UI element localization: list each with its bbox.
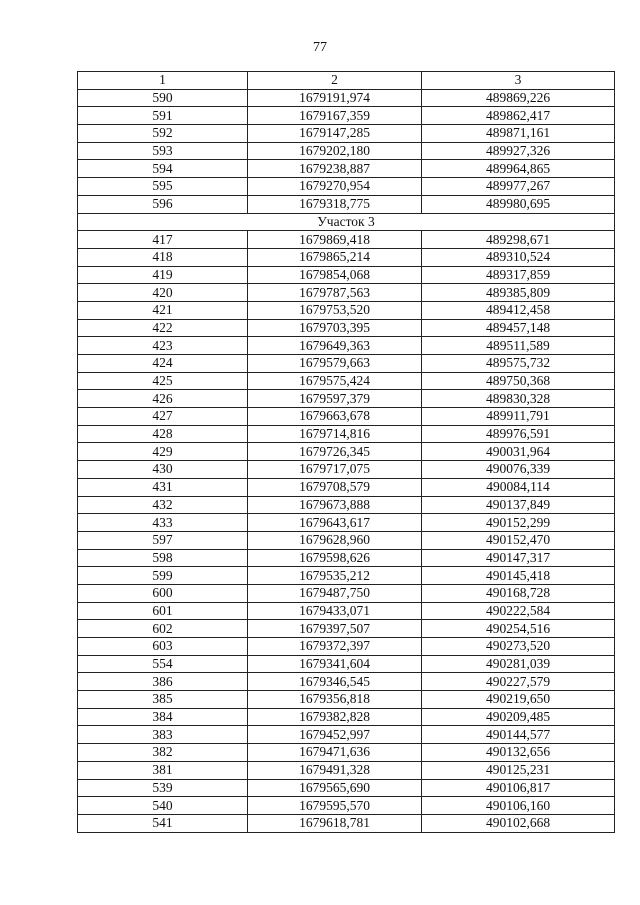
cell-point-number: 381 bbox=[78, 761, 248, 779]
table-row bbox=[78, 638, 615, 656]
cell-point-number: 602 bbox=[78, 620, 248, 638]
cell-x-coordinate: 1679238,887 bbox=[248, 160, 422, 178]
table-row bbox=[78, 708, 615, 726]
cell-y-coordinate: 489927,326 bbox=[422, 142, 615, 160]
table-row bbox=[78, 266, 615, 284]
cell-point-number: 590 bbox=[78, 89, 248, 107]
cell-y-coordinate: 490281,039 bbox=[422, 655, 615, 673]
cell-x-coordinate: 1679649,363 bbox=[248, 337, 422, 355]
cell-x-coordinate: 1679865,214 bbox=[248, 248, 422, 266]
cell-x-coordinate: 1679597,379 bbox=[248, 390, 422, 408]
cell-point-number: 594 bbox=[78, 160, 248, 178]
cell-y-coordinate: 490031,964 bbox=[422, 443, 615, 461]
cell-point-number: 540 bbox=[78, 797, 248, 815]
cell-x-coordinate: 1679787,563 bbox=[248, 284, 422, 302]
cell-x-coordinate: 1679854,068 bbox=[248, 266, 422, 284]
cell-point-number: 385 bbox=[78, 691, 248, 709]
cell-y-coordinate: 489869,226 bbox=[422, 89, 615, 107]
cell-point-number: 592 bbox=[78, 125, 248, 143]
cell-y-coordinate: 490106,160 bbox=[422, 797, 615, 815]
cell-y-coordinate: 490254,516 bbox=[422, 620, 615, 638]
cell-y-coordinate: 489310,524 bbox=[422, 248, 615, 266]
table-row bbox=[78, 744, 615, 762]
cell-x-coordinate: 1679535,212 bbox=[248, 567, 422, 585]
cell-point-number: 433 bbox=[78, 514, 248, 532]
cell-x-coordinate: 1679575,424 bbox=[248, 372, 422, 390]
cell-x-coordinate: 1679382,828 bbox=[248, 708, 422, 726]
cell-x-coordinate: 1679714,816 bbox=[248, 425, 422, 443]
cell-x-coordinate: 1679318,775 bbox=[248, 195, 422, 213]
table-body bbox=[78, 89, 615, 832]
column-header-y: 3 bbox=[422, 72, 615, 90]
cell-y-coordinate: 490273,520 bbox=[422, 638, 615, 656]
cell-point-number: 432 bbox=[78, 496, 248, 514]
cell-y-coordinate: 489964,865 bbox=[422, 160, 615, 178]
cell-y-coordinate: 490137,849 bbox=[422, 496, 615, 514]
cell-x-coordinate: 1679673,888 bbox=[248, 496, 422, 514]
table-row bbox=[78, 514, 615, 532]
cell-x-coordinate: 1679726,345 bbox=[248, 443, 422, 461]
cell-x-coordinate: 1679703,395 bbox=[248, 319, 422, 337]
cell-point-number: 429 bbox=[78, 443, 248, 461]
cell-point-number: 428 bbox=[78, 425, 248, 443]
cell-y-coordinate: 490106,817 bbox=[422, 779, 615, 797]
cell-x-coordinate: 1679452,997 bbox=[248, 726, 422, 744]
table-row bbox=[78, 584, 615, 602]
cell-x-coordinate: 1679341,604 bbox=[248, 655, 422, 673]
cell-x-coordinate: 1679598,626 bbox=[248, 549, 422, 567]
cell-y-coordinate: 490222,584 bbox=[422, 602, 615, 620]
cell-x-coordinate: 1679717,075 bbox=[248, 461, 422, 479]
cell-point-number: 600 bbox=[78, 584, 248, 602]
table-row bbox=[78, 408, 615, 426]
table-row bbox=[78, 89, 615, 107]
table-row bbox=[78, 797, 615, 815]
cell-y-coordinate: 490125,231 bbox=[422, 761, 615, 779]
table-row bbox=[78, 531, 615, 549]
table-row bbox=[78, 443, 615, 461]
table-row bbox=[78, 195, 615, 213]
cell-point-number: 382 bbox=[78, 744, 248, 762]
cell-y-coordinate: 490084,114 bbox=[422, 478, 615, 496]
table-row bbox=[78, 142, 615, 160]
cell-y-coordinate: 489575,732 bbox=[422, 355, 615, 373]
cell-point-number: 427 bbox=[78, 408, 248, 426]
cell-y-coordinate: 490132,656 bbox=[422, 744, 615, 762]
cell-x-coordinate: 1679491,328 bbox=[248, 761, 422, 779]
column-header-x: 2 bbox=[248, 72, 422, 90]
cell-y-coordinate: 490168,728 bbox=[422, 584, 615, 602]
coordinates-table bbox=[77, 71, 615, 833]
table-row bbox=[78, 231, 615, 249]
cell-point-number: 430 bbox=[78, 461, 248, 479]
cell-y-coordinate: 489298,671 bbox=[422, 231, 615, 249]
cell-point-number: 421 bbox=[78, 301, 248, 319]
table-row bbox=[78, 620, 615, 638]
table-row bbox=[78, 178, 615, 196]
cell-point-number: 541 bbox=[78, 814, 248, 832]
cell-y-coordinate: 490209,485 bbox=[422, 708, 615, 726]
table-row bbox=[78, 814, 615, 832]
cell-x-coordinate: 1679753,520 bbox=[248, 301, 422, 319]
cell-point-number: 554 bbox=[78, 655, 248, 673]
cell-point-number: 386 bbox=[78, 673, 248, 691]
cell-x-coordinate: 1679433,071 bbox=[248, 602, 422, 620]
cell-point-number: 420 bbox=[78, 284, 248, 302]
table-row bbox=[78, 319, 615, 337]
cell-x-coordinate: 1679618,781 bbox=[248, 814, 422, 832]
cell-y-coordinate: 490147,317 bbox=[422, 549, 615, 567]
cell-point-number: 591 bbox=[78, 107, 248, 125]
cell-x-coordinate: 1679628,960 bbox=[248, 531, 422, 549]
cell-point-number: 597 bbox=[78, 531, 248, 549]
cell-point-number: 601 bbox=[78, 602, 248, 620]
cell-point-number: 423 bbox=[78, 337, 248, 355]
cell-y-coordinate: 489980,695 bbox=[422, 195, 615, 213]
cell-y-coordinate: 489911,791 bbox=[422, 408, 615, 426]
cell-x-coordinate: 1679372,397 bbox=[248, 638, 422, 656]
cell-y-coordinate: 490152,470 bbox=[422, 531, 615, 549]
cell-y-coordinate: 489830,328 bbox=[422, 390, 615, 408]
table-header-row bbox=[78, 72, 615, 90]
cell-x-coordinate: 1679869,418 bbox=[248, 231, 422, 249]
cell-y-coordinate: 490219,650 bbox=[422, 691, 615, 709]
cell-y-coordinate: 490076,339 bbox=[422, 461, 615, 479]
table-row bbox=[78, 425, 615, 443]
cell-x-coordinate: 1679579,663 bbox=[248, 355, 422, 373]
table-row bbox=[78, 691, 615, 709]
table-row bbox=[78, 478, 615, 496]
table-row bbox=[78, 655, 615, 673]
cell-point-number: 599 bbox=[78, 567, 248, 585]
cell-point-number: 424 bbox=[78, 355, 248, 373]
cell-x-coordinate: 1679346,545 bbox=[248, 673, 422, 691]
cell-y-coordinate: 489862,417 bbox=[422, 107, 615, 125]
cell-point-number: 603 bbox=[78, 638, 248, 656]
cell-x-coordinate: 1679167,359 bbox=[248, 107, 422, 125]
cell-x-coordinate: 1679356,818 bbox=[248, 691, 422, 709]
cell-y-coordinate: 490102,668 bbox=[422, 814, 615, 832]
table-row bbox=[78, 779, 615, 797]
table-row bbox=[78, 567, 615, 585]
cell-y-coordinate: 490227,579 bbox=[422, 673, 615, 691]
cell-point-number: 596 bbox=[78, 195, 248, 213]
cell-y-coordinate: 489976,591 bbox=[422, 425, 615, 443]
table-row bbox=[78, 496, 615, 514]
cell-x-coordinate: 1679191,974 bbox=[248, 89, 422, 107]
cell-point-number: 598 bbox=[78, 549, 248, 567]
cell-x-coordinate: 1679565,690 bbox=[248, 779, 422, 797]
cell-y-coordinate: 489977,267 bbox=[422, 178, 615, 196]
column-header-point: 1 bbox=[78, 72, 248, 90]
table-row bbox=[78, 301, 615, 319]
table-row bbox=[78, 372, 615, 390]
cell-x-coordinate: 1679595,570 bbox=[248, 797, 422, 815]
cell-x-coordinate: 1679202,180 bbox=[248, 142, 422, 160]
cell-y-coordinate: 489457,148 bbox=[422, 319, 615, 337]
cell-y-coordinate: 489385,809 bbox=[422, 284, 615, 302]
cell-point-number: 539 bbox=[78, 779, 248, 797]
cell-point-number: 383 bbox=[78, 726, 248, 744]
cell-y-coordinate: 490145,418 bbox=[422, 567, 615, 585]
table-row bbox=[78, 549, 615, 567]
cell-x-coordinate: 1679147,285 bbox=[248, 125, 422, 143]
table-row bbox=[78, 461, 615, 479]
cell-point-number: 417 bbox=[78, 231, 248, 249]
table-row bbox=[78, 107, 615, 125]
cell-point-number: 384 bbox=[78, 708, 248, 726]
table-row bbox=[78, 726, 615, 744]
cell-x-coordinate: 1679471,636 bbox=[248, 744, 422, 762]
table-row bbox=[78, 761, 615, 779]
cell-x-coordinate: 1679643,617 bbox=[248, 514, 422, 532]
cell-point-number: 593 bbox=[78, 142, 248, 160]
cell-point-number: 425 bbox=[78, 372, 248, 390]
cell-y-coordinate: 489871,161 bbox=[422, 125, 615, 143]
cell-point-number: 418 bbox=[78, 248, 248, 266]
cell-x-coordinate: 1679663,678 bbox=[248, 408, 422, 426]
page-number: 77 bbox=[313, 40, 327, 55]
table-row bbox=[78, 337, 615, 355]
cell-point-number: 595 bbox=[78, 178, 248, 196]
table-row bbox=[78, 248, 615, 266]
cell-y-coordinate: 489511,589 bbox=[422, 337, 615, 355]
table-row bbox=[78, 160, 615, 178]
cell-y-coordinate: 489412,458 bbox=[422, 301, 615, 319]
table-row bbox=[78, 125, 615, 143]
table-row bbox=[78, 673, 615, 691]
cell-y-coordinate: 489317,859 bbox=[422, 266, 615, 284]
table-row bbox=[78, 602, 615, 620]
section-row bbox=[78, 213, 615, 231]
cell-y-coordinate: 489750,368 bbox=[422, 372, 615, 390]
cell-y-coordinate: 490144,577 bbox=[422, 726, 615, 744]
table-row bbox=[78, 390, 615, 408]
cell-x-coordinate: 1679270,954 bbox=[248, 178, 422, 196]
cell-y-coordinate: 490152,299 bbox=[422, 514, 615, 532]
table-row bbox=[78, 355, 615, 373]
cell-point-number: 426 bbox=[78, 390, 248, 408]
table-row bbox=[78, 284, 615, 302]
cell-x-coordinate: 1679397,507 bbox=[248, 620, 422, 638]
cell-point-number: 431 bbox=[78, 478, 248, 496]
cell-x-coordinate: 1679708,579 bbox=[248, 478, 422, 496]
section-title: Участок 3 bbox=[78, 213, 615, 231]
cell-point-number: 422 bbox=[78, 319, 248, 337]
cell-x-coordinate: 1679487,750 bbox=[248, 584, 422, 602]
cell-point-number: 419 bbox=[78, 266, 248, 284]
